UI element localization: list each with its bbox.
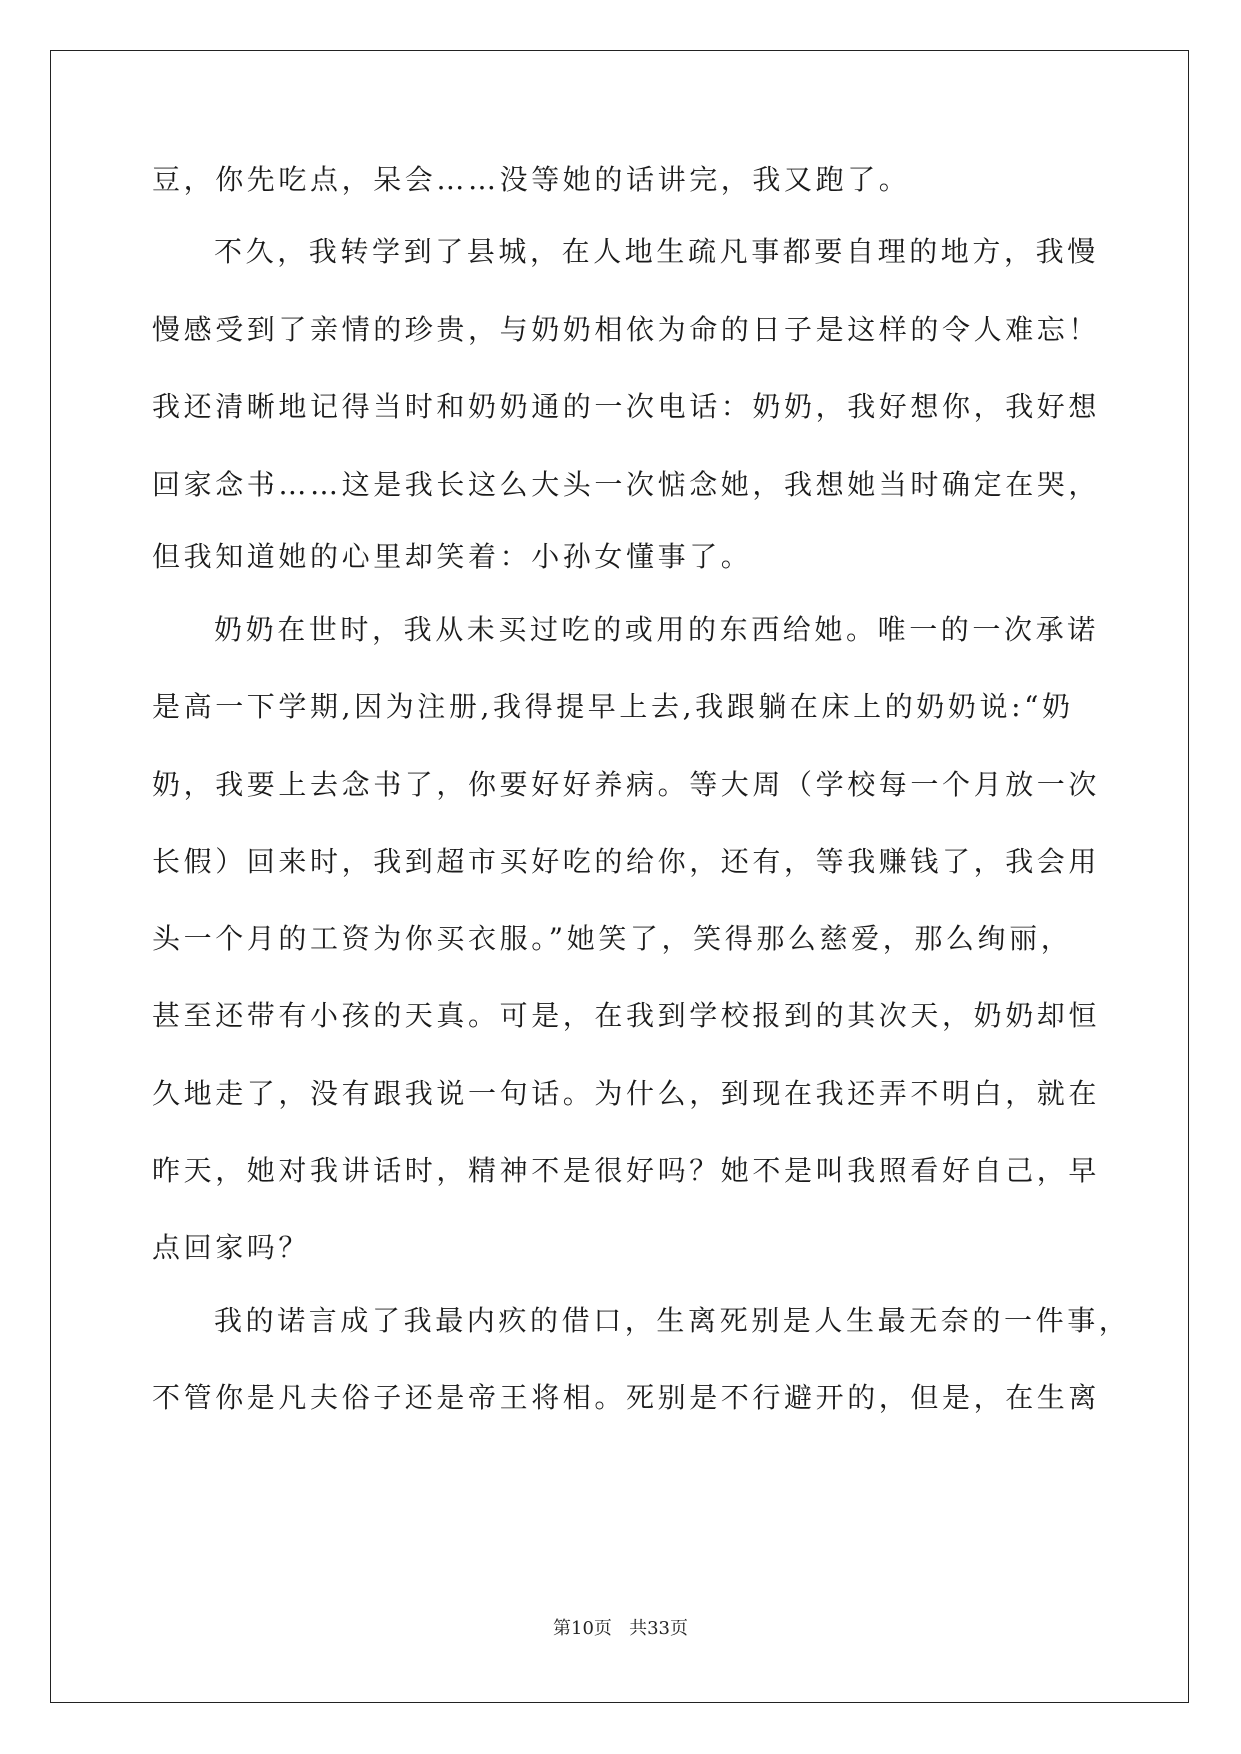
text-line: 不管你是凡夫俗子还是帝王将相。死别是不行避开的，但是，在生离 bbox=[152, 1381, 1101, 1414]
text-line: 奶，我要上去念书了，你要好好养病。等大周（学校每一个月放一次 bbox=[152, 768, 1101, 801]
total-pages: 共33页 bbox=[629, 1618, 688, 1639]
paragraph-start-line: 奶奶在世时，我从未买过吃的或用的东西给她。唯一的一次承诺 bbox=[214, 613, 1099, 646]
paragraph-start-line: 我的诺言成了我最内疚的借口，生离死别是人生最无奈的一件事， bbox=[214, 1304, 1131, 1337]
paragraph-start-line: 不久，我转学到了县城，在人地生疏凡事都要自理的地方，我慢 bbox=[214, 235, 1099, 268]
text-line: 我还清晰地记得当时和奶奶通的一次电话：奶奶，我好想你，我好想 bbox=[152, 390, 1101, 423]
text-line: 回家念书……这是我长这么大头一次惦念她，我想她当时确定在哭， bbox=[152, 468, 1101, 501]
text-line: 甚至还带有小孩的天真。可是，在我到学校报到的其次天，奶奶却恒 bbox=[152, 999, 1101, 1032]
page-footer bbox=[0, 1617, 1241, 1641]
text-line: 但我知道她的心里却笑着：小孙女懂事了。 bbox=[152, 540, 753, 573]
text-line: 长假）回来时，我到超市买好吃的给你，还有，等我赚钱了，我会用 bbox=[152, 845, 1101, 878]
text-line: 慢感受到了亲情的珍贵，与奶奶相依为命的日子是这样的令人难忘！ bbox=[152, 313, 1101, 346]
text-line: 豆，你先吃点，呆会……没等她的话讲完，我又跑了。 bbox=[152, 163, 911, 196]
text-line: 点回家吗？ bbox=[152, 1231, 311, 1264]
text-line: 久地走了，没有跟我说一句话。为什么，到现在我还弄不明白，就在 bbox=[152, 1077, 1101, 1110]
page-number: 第10页 bbox=[553, 1618, 612, 1639]
text-line: 昨天，她对我讲话时，精神不是很好吗？她不是叫我照看好自己，早 bbox=[152, 1154, 1101, 1187]
text-line: 是高一下学期,因为注册,我得提早上去,我跟躺在床上的奶奶说:“奶 bbox=[152, 690, 1074, 723]
text-line: 头一个月的工资为你买衣服。”她笑了，笑得那么慈爱，那么绚丽， bbox=[152, 922, 1073, 955]
